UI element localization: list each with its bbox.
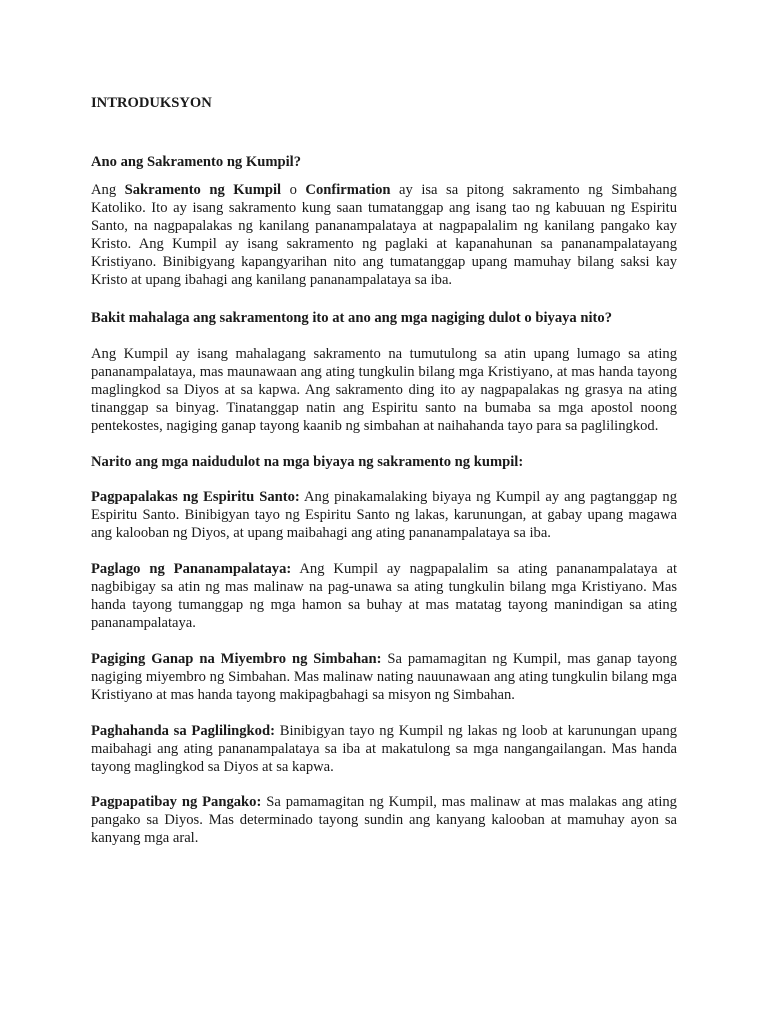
benefit-text: Sa pamamagitan ng Kumpil, mas malinaw at mas malakas ang ating pangako sa Diyos. Mas determinado tayong sundin ang kanyang kalooban at mamuhay ayon sa kanyang mga aral. bbox=[91, 794, 677, 846]
paragraph-definition bbox=[91, 181, 677, 289]
term-sakramento-ng-kumpil: Sakramento ng Kumpil bbox=[124, 182, 282, 198]
benefit-text: Sa pamamagitan ng Kumpil, mas ganap tayong nagiging miyembro ng Simbahan. Mas malinaw nating nauunawaan ang ating tungkulin bilang mga Kristiyano at mas handa tayong makipagbahagi sa misyon ng Simbahan. bbox=[91, 651, 677, 703]
section-heading-benefits: Narito ang mga naidudulot na mga biyaya ng sakramento ng kumpil: bbox=[91, 454, 524, 470]
paragraph-importance: Ang Kumpil ay isang mahalagang sakramento na tumutulong sa atin upang lumago sa ating pananampalataya, mas maunawaan ang ating tungkulin bilang mga Kristiyano, at mas handa tayong maglingkod sa Diyos at sa kapwa. Ang sakramento ding ito ay nagpapalakas ng grasya na ating tinanggap sa binyag. Tinatanggap natin ang Espiritu santo na bumaba sa mga apostol noong pentekostes, nagiging ganap tayong kaanib ng simbahan at naihahanda tayo para sa paglilingkod. bbox=[91, 346, 677, 434]
benefit-item bbox=[91, 793, 677, 847]
benefit-text: Ang Kumpil ay nagpapalalim sa ating pananampalataya at nagbibigay sa atin ng mas malinaw na pag-unawa sa ating tungkulin bilang mga Kristiyano. Mas handa tayong tumanggap ng mga hamon sa buhay at mas matatag tayong manindigan sa ating pananampalataya. bbox=[91, 561, 678, 631]
conjunction-word: o bbox=[289, 182, 297, 198]
benefit-item bbox=[91, 560, 677, 632]
benefit-label: Paglago ng Pananampalataya: bbox=[91, 561, 292, 577]
term-confirmation: Confirmation bbox=[305, 182, 391, 198]
benefit-label: Pagpapalakas ng Espiritu Santo: bbox=[91, 489, 300, 505]
benefit-item bbox=[91, 488, 677, 542]
benefit-item bbox=[91, 722, 677, 776]
benefit-text: Ang pinakamalaking biyaya ng Kumpil ay ang pagtanggap ng Espiritu Santo. Binibigyan tayo ng Espiritu Santo ng lakas, karunungan, at gabay upang magawa ang kalooban ng Diyos, at upang maibahagi ang ating pananampalataya sa iba. bbox=[91, 489, 678, 541]
benefit-label: Pagpapatibay ng Pangako: bbox=[91, 794, 262, 810]
paragraph-lead-word: Ang bbox=[91, 182, 117, 198]
benefit-label: Paghahanda sa Paglilingkod: bbox=[91, 723, 275, 739]
benefit-text: Binibigyan tayo ng Kumpil ng lakas ng loob at karunungan upang maibahagi ang ating pananampalataya sa iba at makatulong sa mga nangangailangan. Mas handa tayong maglingkod sa Diyos at sa kapwa. bbox=[91, 723, 677, 775]
document-title: INTRODUKSYON bbox=[91, 95, 212, 111]
section-heading-what-is-confirmation: Ano ang Sakramento ng Kumpil? bbox=[91, 154, 302, 170]
benefit-label: Pagiging Ganap na Miyembro ng Simbahan: bbox=[91, 651, 382, 667]
benefit-item bbox=[91, 650, 677, 704]
section-heading-importance: Bakit mahalaga ang sakramentong ito at ano ang mga nagiging dulot o biyaya nito? bbox=[91, 310, 612, 326]
paragraph-definition-text: ay isa sa pitong sakramento ng Simbahang Katoliko. Ito ay isang sakramento kung saan tumatanggap ang isang tao ng kabuuan ng Espiritu Santo, na nagpapalakas ng kanilang pananampalataya at nagpapalalim ng kanilang pangako kay Kristo. Ang Kumpil ay isang sakramento ng paglaki at kapanahunan sa pananampalatayang Kristiyano. Binibigyang kapangyarihan nito ang tumatanggap upang mamuhay bilang saksi kay Kristo at upang ibahagi ang kanilang pananampalataya sa iba. bbox=[91, 182, 677, 288]
